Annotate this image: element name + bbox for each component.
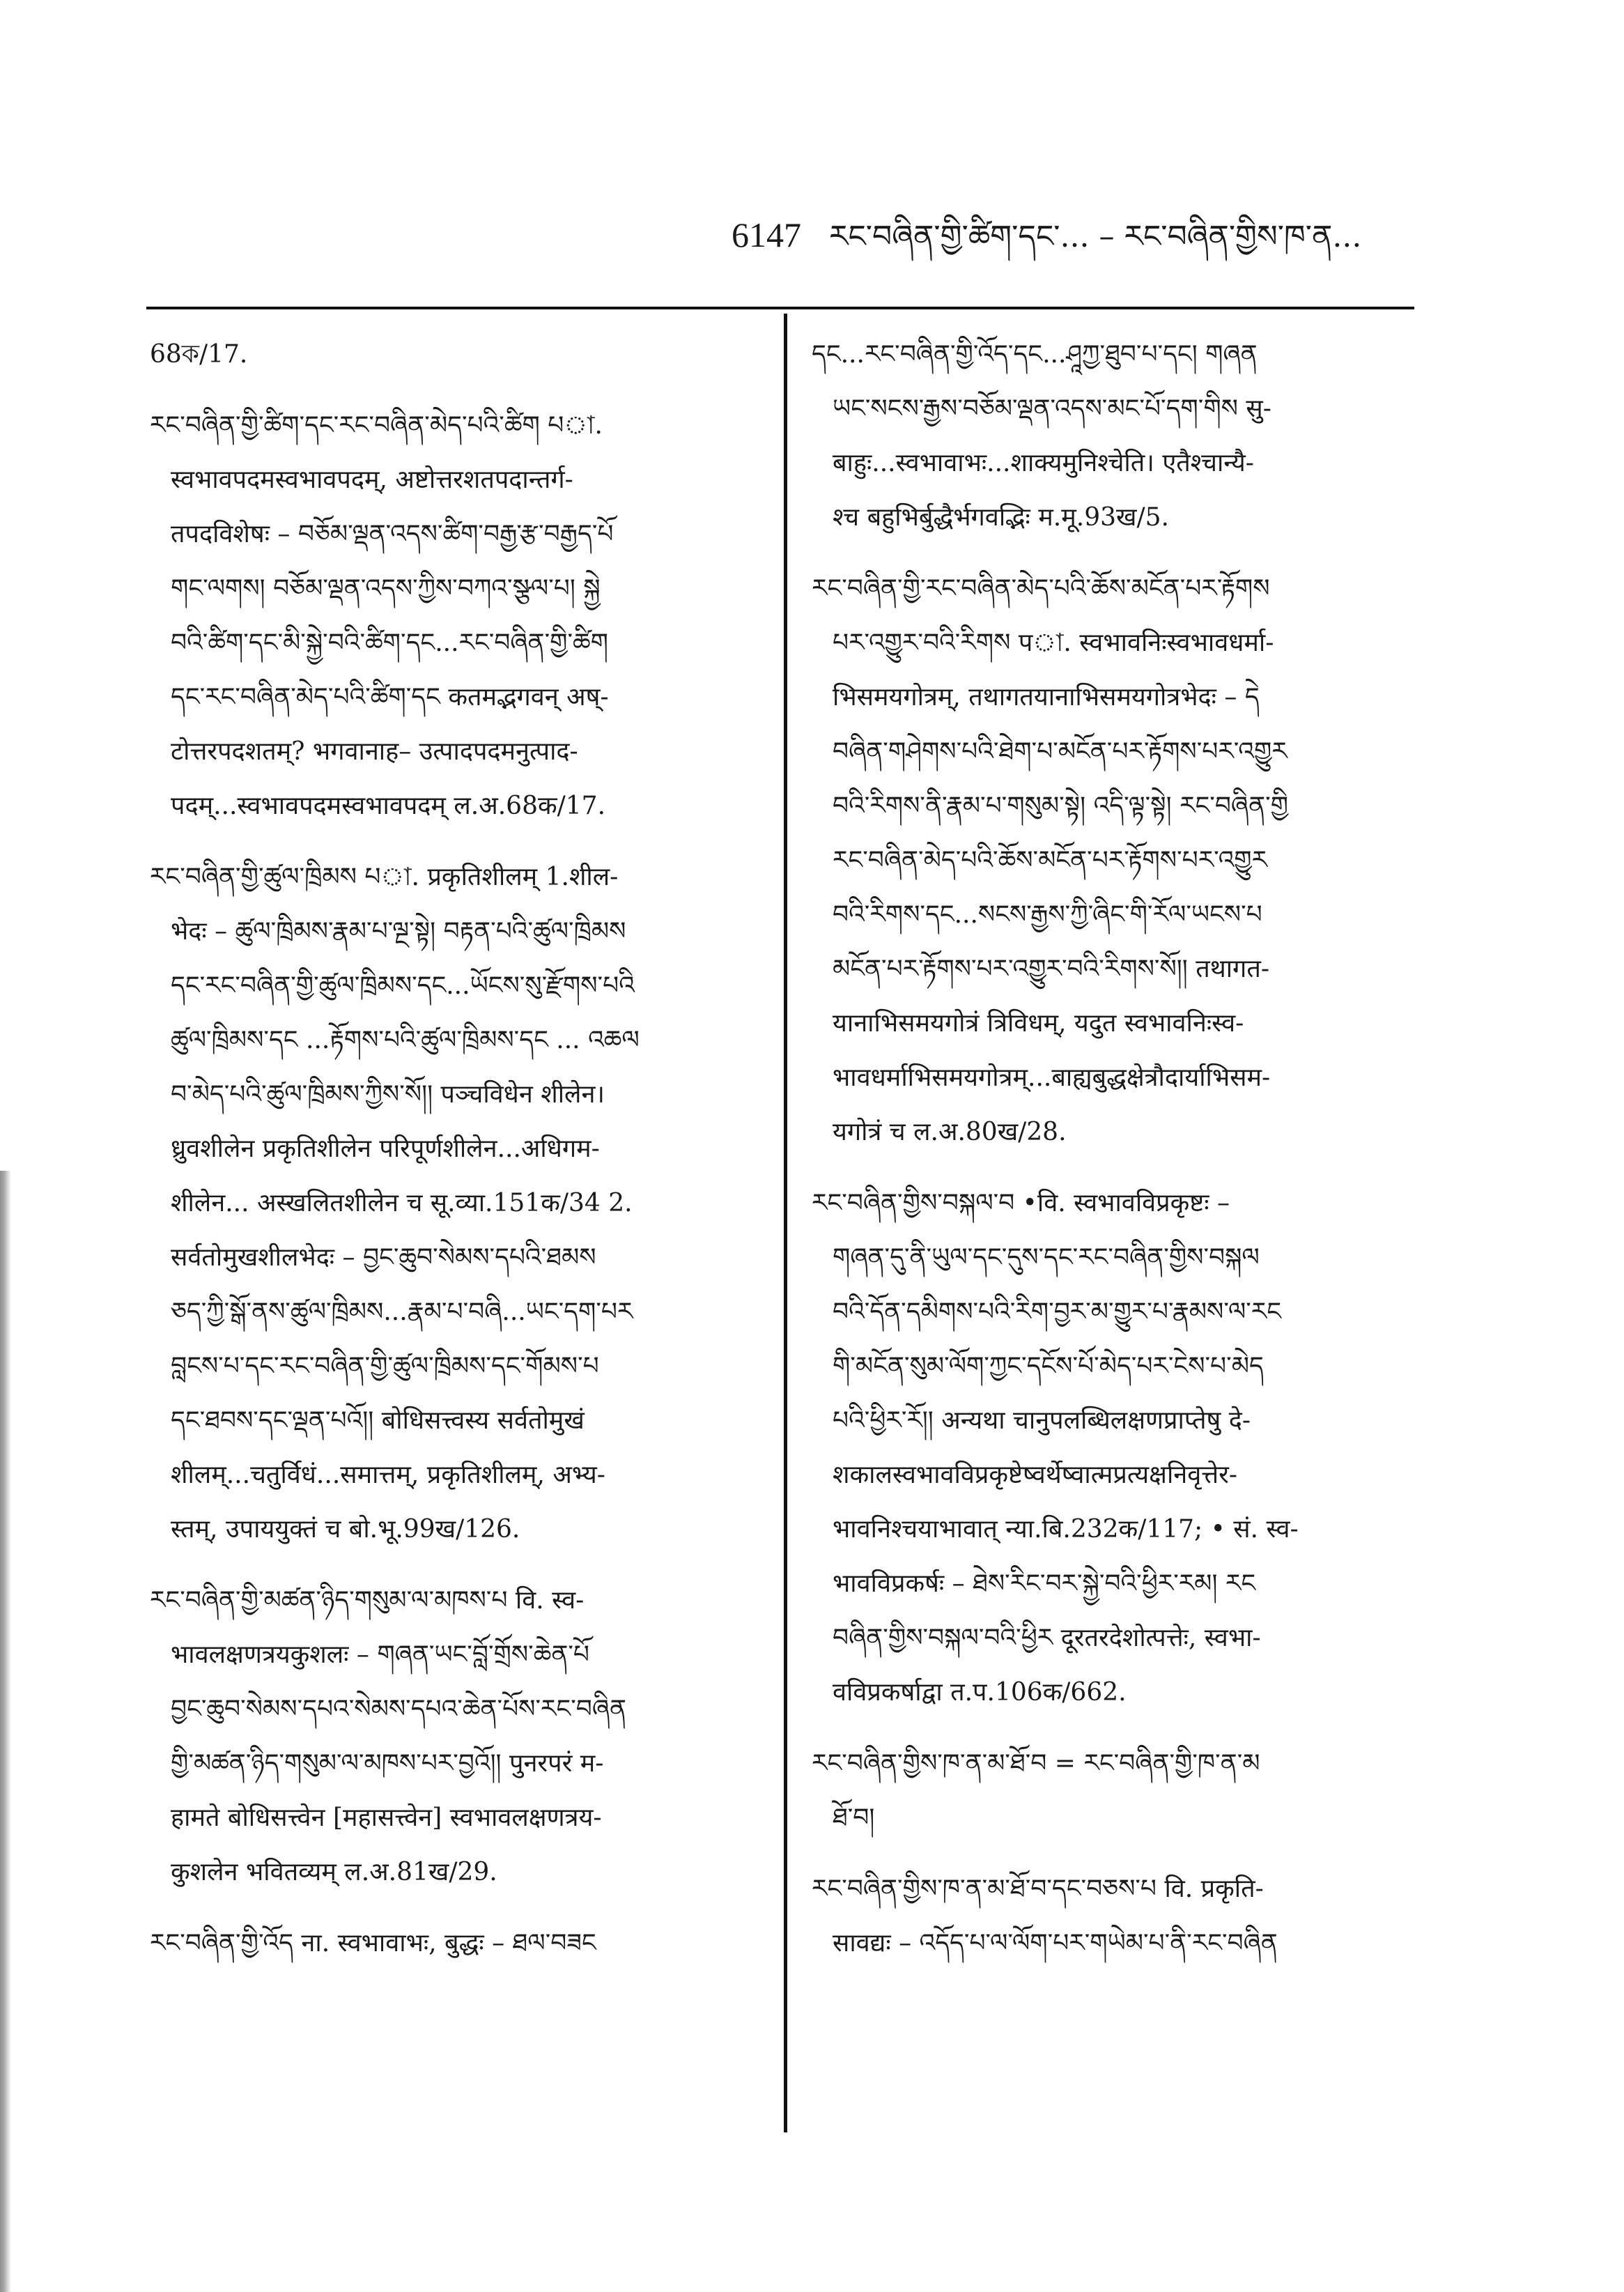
entry-line: बाहुः...स्वभावाभः...शाक्यमुनिश्चेति। एतैश्चान्यै-: [833, 449, 1254, 477]
dictionary-entry: [812, 1737, 1425, 1845]
entry-headline: རང་བཞིན་གྱི་མཚན་ཉིད་གསུམ་ལ་མཁས་པ वि. स्व-: [150, 1586, 585, 1615]
entry-line: ध्रुवशीलेन प्रकृतिशीलेन परिपूर्णशीलेन...अधिगम-: [171, 1135, 600, 1163]
entry-line: གཞན་དུ་ནི་ཡུལ་དང་དུས་དང་རང་བཞིན་གྱིས་བསྐལ: [833, 1243, 1260, 1272]
entry-line: བ་མེད་པའི་ཚུལ་ཁྲིམས་ཀྱིས་སོ།། पञ्चविधेन शीलेन।: [171, 1080, 605, 1109]
header-rule: [146, 307, 1414, 309]
scan-edge-shadow: [0, 1171, 28, 2292]
entry-line: स्वभावपदमस्वभावपदम्, अष्टोत्तरशतपदान्तर्ग-: [171, 466, 573, 494]
entry-headline: རང་བཞིན་གྱི་ཚིག་དང་རང་བཞིན་མེད་པའི་ཚིག པা.: [150, 411, 603, 440]
entry-headline: རང་བཞིན་གྱིས་ཁ་ན་མ་ཐོ་བ་དང་བཅས་པ वि. प्रकृति-: [812, 1875, 1264, 1903]
dictionary-entry: [812, 1862, 1425, 1971]
entry-line: བའི་རིགས་དང...སངས་རྒྱས་ཀྱི་ཞིང་གི་རོལ་ཡངས་པ: [833, 900, 1262, 929]
column-divider: [784, 314, 787, 2132]
entry-line: शीलम्...चतुर्विधं...समात्तम्, प्रकृतिशीलम्, अभ्य-: [171, 1461, 605, 1489]
entry-line: ཚུལ་ཁྲིམས་དང ...རྟོགས་པའི་ཚུལ་ཁྲིམས་དང ... འཆལ: [171, 1026, 640, 1054]
entry-line: शीलेन... अस्खलितशीलेन च सू.व्या.151क/34 2.: [171, 1189, 633, 1217]
entry-line: བའི་དོན་དམིགས་པའི་རིག་བྱར་མ་གྱུར་པ་རྣམས་ལ་རང: [833, 1298, 1282, 1326]
entry-line: भावनिश्चयाभावात् न्या.बि.232क/117; • सं. स्व-: [833, 1515, 1299, 1544]
entry-line: वविप्रकर्षाद्वा त.प.106क/662.: [833, 1678, 1127, 1707]
entry-line: हामते बोधिसत्त्वेन [महासत्त्वेन] स्वभावलक्षणत्रय-: [171, 1803, 602, 1832]
entry-line: ཅད་ཀྱི་སྒོ་ནས་ཚུལ་ཁྲིམས...རྣམ་པ་བཞི...ཡང་དག་པར: [171, 1298, 633, 1326]
entry-line: དང་རང་བཞིན་གྱི་ཚུལ་ཁྲིམས་དང...ཡོངས་སུ་རྫོགས་པའི: [171, 971, 635, 1000]
entry-line: བའི་ཚིག་དང་མི་སྐྱེ་བའི་ཚིག་དང...རང་བཞིན་གྱི་ཚིག: [171, 629, 609, 657]
entry-line: सावद्यः – འདོད་པ་ལ་ལོག་པར་གཡེམ་པ་ནི་རང་བཞིན: [833, 1929, 1278, 1958]
dictionary-entry: [150, 1916, 763, 1971]
dictionary-entry: [150, 850, 763, 1557]
entry-line: स्तम्, उपाययुक्तं च बो.भू.99ख/126.: [171, 1515, 520, 1544]
entry-line: कुशलेन भवितव्यम् ल.अ.81ख/29.: [171, 1858, 497, 1886]
page-header: [732, 202, 1428, 289]
entry-line: भावधर्माभिसमयगोत्रम्...बाह्यबुद्धक्षेत्रौदार्याभिसम-: [833, 1063, 1271, 1092]
entry-line: शकालस्वभावविप्रकृष्टेष्वर्थेष्वात्मप्रत्यक्षनिवृत्तेर-: [833, 1461, 1238, 1489]
entry-line: དང་ཐབས་དང་ལྡན་པའོ།། बोधिसत्त्वस्य सर्वतोमुखं: [171, 1406, 585, 1435]
entry-line: བླངས་པ་དང་རང་བཞིན་གྱི་ཚུལ་ཁྲིམས་དང་གོམས་པ: [171, 1352, 599, 1380]
entry-line: གི་མངོན་སུམ་ལོག་ཀྱང་དངོས་པོ་མེད་པར་ངེས་པ་མེད: [833, 1352, 1264, 1380]
entry-line: བའི་རིགས་ནི་རྣམ་པ་གསུམ་སྟེ། འདི་ལྟ་སྟེ། རང་བཞིན་གྱི: [833, 792, 1289, 820]
dictionary-entry: [150, 328, 763, 382]
entry-line: པའི་ཕྱིར་རོ།། अन्यथा चानुपलब्धिलक्षणप्राप्तेषु दे-: [833, 1406, 1251, 1435]
dictionary-entry: [812, 328, 1425, 545]
entry-line: सर्वतोमुखशीलभेदः – བྱང་ཆུབ་སེམས་དཔའི་ཐམས: [171, 1243, 596, 1272]
entry-line: भिसमयगोत्रम्, तथागतयानाभिसमयगोत्रभेदः – དེ: [833, 683, 1260, 712]
entry-headline: 68ক/17.: [150, 340, 248, 369]
dictionary-entry: [812, 562, 1425, 1160]
entry-line: བཞིན་གཤེགས་པའི་ཐེག་པ་མངོན་པར་རྟོགས་པར་འགྱུར: [833, 737, 1287, 766]
entry-line: གྱི་མཚན་ཉིད་གསུམ་ལ་མཁས་པར་བྱའོ།། पुनरपरं म-: [171, 1749, 604, 1778]
entry-line: भेदः – ཚུལ་ཁྲིམས་རྣམ་པ་ལྔ་སྟེ། བརྟན་པའི་ཚུལ་ཁྲིམས: [171, 917, 626, 946]
entry-headline: རང་བཞིན་གྱི་འོད ना. स्वभावाभः, बुद्धः – ཐལ་བཟང: [150, 1929, 596, 1958]
entry-line: པར་འགྱུར་བའི་རིགས पা. स्वभावनिःस्वभावधर्मा-: [833, 629, 1274, 657]
right-column: [812, 328, 1425, 1987]
entry-line: གང་ལགས། བཅོམ་ལྡན་འདས་ཀྱིས་བཀའ་སྩལ་པ། སྐྱེ: [171, 574, 601, 603]
entry-line: भावलक्षणत्रयकुशलः – གཞན་ཡང་བློ་གྲོས་ཆེན་པོ: [171, 1640, 590, 1669]
entry-line: ཡང་སངས་རྒྱས་བཅོམ་ལྡན་འདས་མང་པོ་དག་གིས सु-: [833, 394, 1271, 423]
dictionary-entry: [150, 399, 763, 833]
entry-line: श्च बहुभिर्बुद्धैर्भगवद्भिः म.मू.93ख/5.: [833, 503, 1169, 532]
entry-line: टोत्तरपदशतम्? भगवानाह– उत्पादपदमनुत्पाद-: [171, 737, 578, 766]
left-column: [150, 328, 763, 1987]
entry-line: མངོན་པར་རྟོགས་པར་འགྱུར་བའི་རིགས་སོ།། तथागत-: [833, 955, 1270, 983]
entry-line: यानाभिसमयगोत्रं त्रिविधम्, यदुत स्वभावनिःस्व-: [833, 1009, 1244, 1038]
entry-line: རང་བཞིན་མེད་པའི་ཆོས་མངོན་པར་རྟོགས་པར་འགྱུར: [833, 846, 1268, 875]
entry-headline: དང...རང་བཞིན་གྱི་འོད་དང...ཤཱཀྱ་ཐུབ་པ་དང། གཞན: [812, 340, 1258, 369]
entry-headline: རང་བཞིན་གྱི་རང་བཞིན་མེད་པའི་ཆོས་མངོན་པར་རྟོགས: [812, 574, 1270, 603]
entry-line: དང་རང་བཞིན་མེད་པའི་ཚིག་དང कतमद्भगवन् अष्-: [171, 683, 609, 712]
page-number: 6147: [732, 215, 801, 254]
entry-line: पदम्...स्वभावपदमस्वभावपदम् ल.अ.68क/17.: [171, 792, 606, 820]
entry-line: ཐོ་བ།: [833, 1803, 875, 1832]
dictionary-entry: [150, 1574, 763, 1900]
entry-line: བཞིན་གྱིས་བསྐལ་བའི་ཕྱིར दूरतरदेशोत्पत्तेः, स्वभा-: [833, 1624, 1261, 1652]
entry-headline: རང་བཞིན་གྱི་ཚུལ་ཁྲིམས པা. प्रकृतिशीलम् 1.शील-: [150, 863, 619, 891]
dictionary-entry: [812, 1176, 1425, 1720]
entry-headline: རང་བཞིན་གྱིས་བསྐལ་བ •वि. स्वभावविप्रकृष्टः –: [812, 1189, 1230, 1217]
running-title: རང་བཞིན་གྱི་ཚིག་དང་... – རང་བཞིན་གྱིས་ཁ་ན...: [829, 219, 1362, 254]
entry-line: यगोत्रं च ल.अ.80ख/28.: [833, 1118, 1067, 1146]
entry-line: བྱང་ཆུབ་སེམས་དཔའ་སེམས་དཔའ་ཆེན་པོས་རང་བཞིན: [171, 1695, 627, 1723]
entry-headline: རང་བཞིན་གྱིས་ཁ་ན་མ་ཐོ་བ = རང་བཞིན་གྱི་ཁ་ན་མ: [812, 1749, 1260, 1778]
entry-line: तपदविशेषः – བཅོམ་ལྡན་འདས་ཚིག་བརྒྱ་རྩ་བརྒྱད་པོ: [171, 520, 614, 548]
entry-line: भावविप्रकर्षः – ཐེས་རིང་བར་སྐྱེ་བའི་ཕྱིར་རམ། རང: [833, 1569, 1256, 1598]
